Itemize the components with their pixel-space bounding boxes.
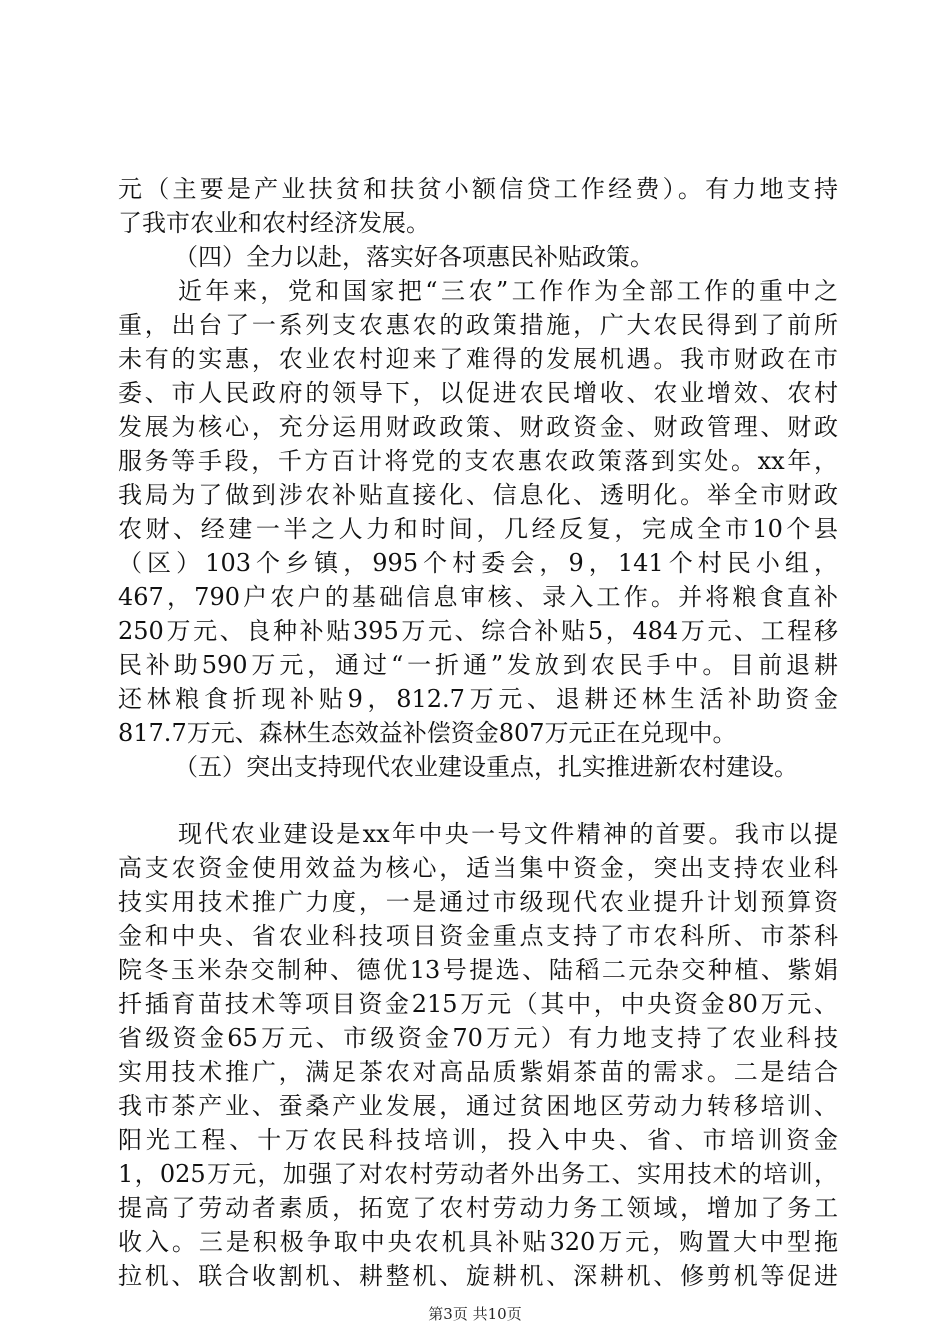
paragraph-line: 我局为了做到涉农补贴直接化、信息化、透明化。举全市财政 xyxy=(118,481,838,509)
section-heading: （五）突出支持现代农业建设重点，扎实推进新农村建设。 xyxy=(174,753,798,781)
paragraph-line: 重，出台了一系列支农惠农的政策措施，广大农民得到了前所 xyxy=(118,311,838,339)
paragraph-line: 省级资金65万元、市级资金70万元）有力地支持了农业科技 xyxy=(118,1024,838,1052)
paragraph-line: 金和中央、省农业科技项目资金重点支持了市农科所、市茶科 xyxy=(118,922,838,950)
paragraph-line: 了我市农业和农村经济发展。 xyxy=(118,209,430,237)
paragraph-line: 民补助590万元，通过“一折通”发放到农民手中。目前退耕 xyxy=(118,651,838,679)
paragraph-line: 我市茶产业、蚕桑产业发展，通过贫困地区劳动力转移培训、 xyxy=(118,1092,838,1120)
paragraph-line: 250万元、良种补贴395万元、综合补贴5，484万元、工程移 xyxy=(118,617,838,645)
paragraph-line: 院冬玉米杂交制种、德优13号提选、陆稻二元杂交种植、紫娟 xyxy=(118,956,838,984)
paragraph-line: 467，790户农户的基础信息审核、录入工作。并将粮食直补 xyxy=(118,583,838,611)
section-heading: （四）全力以赴，落实好各项惠民补贴政策。 xyxy=(174,243,654,271)
paragraph-line: 委、市人民政府的领导下，以促进农民增收、农业增效、农村 xyxy=(118,379,838,407)
paragraph-line: 农财、经建一半之人力和时间，几经反复，完成全市10个县 xyxy=(118,515,838,543)
paragraph-line: 扦插育苗技术等项目资金215万元（其中，中央资金80万元、 xyxy=(118,990,838,1018)
paragraph-line: 近年来，党和国家把“三农”工作作为全部工作的重中之 xyxy=(178,277,838,305)
paragraph-line: 阳光工程、十万农民科技培训，投入中央、省、市培训资金 xyxy=(118,1126,838,1154)
paragraph-line: 发展为核心，充分运用财政政策、财政资金、财政管理、财政 xyxy=(118,413,838,441)
paragraph-line: 还林粮食折现补贴9，812.7万元、退耕还林生活补助资金 xyxy=(118,685,838,713)
paragraph-line: 拉机、联合收割机、耕整机、旋耕机、深耕机、修剪机等促进 xyxy=(118,1262,838,1290)
paragraph-line: （区）103个乡镇，995个村委会，9，141个村民小组， xyxy=(118,549,838,577)
paragraph-line: 元（主要是产业扶贫和扶贫小额信贷工作经费）。有力地支持 xyxy=(118,175,838,203)
paragraph-line: 未有的实惠，农业农村迎来了难得的发展机遇。我市财政在市 xyxy=(118,345,838,373)
paragraph-line: 服务等手段，千方百计将党的支农惠农政策落到实处。xx年， xyxy=(118,447,838,475)
paragraph-line: 高支农资金使用效益为核心，适当集中资金，突出支持农业科 xyxy=(118,854,838,882)
paragraph-line: 现代农业建设是xx年中央一号文件精神的首要。我市以提 xyxy=(178,820,838,848)
paragraph-line: 收入。三是积极争取中央农机具补贴320万元，购置大中型拖 xyxy=(118,1228,838,1256)
paragraph-line: 实用技术推广，满足茶农对高品质紫娟茶苗的需求。二是结合 xyxy=(118,1058,838,1086)
paragraph-line: 1，025万元，加强了对农村劳动者外出务工、实用技术的培训， xyxy=(118,1160,838,1188)
paragraph-line: 提高了劳动者素质，拓宽了农村劳动力务工领域，增加了务工 xyxy=(118,1194,838,1222)
page-number-footer: 第3页 共10页 xyxy=(428,1305,522,1323)
paragraph-line: 817.7万元、森林生态效益补偿资金807万元正在兑现中。 xyxy=(118,719,737,747)
paragraph-line: 技实用技术推广力度，一是通过市级现代农业提升计划预算资 xyxy=(118,888,838,916)
